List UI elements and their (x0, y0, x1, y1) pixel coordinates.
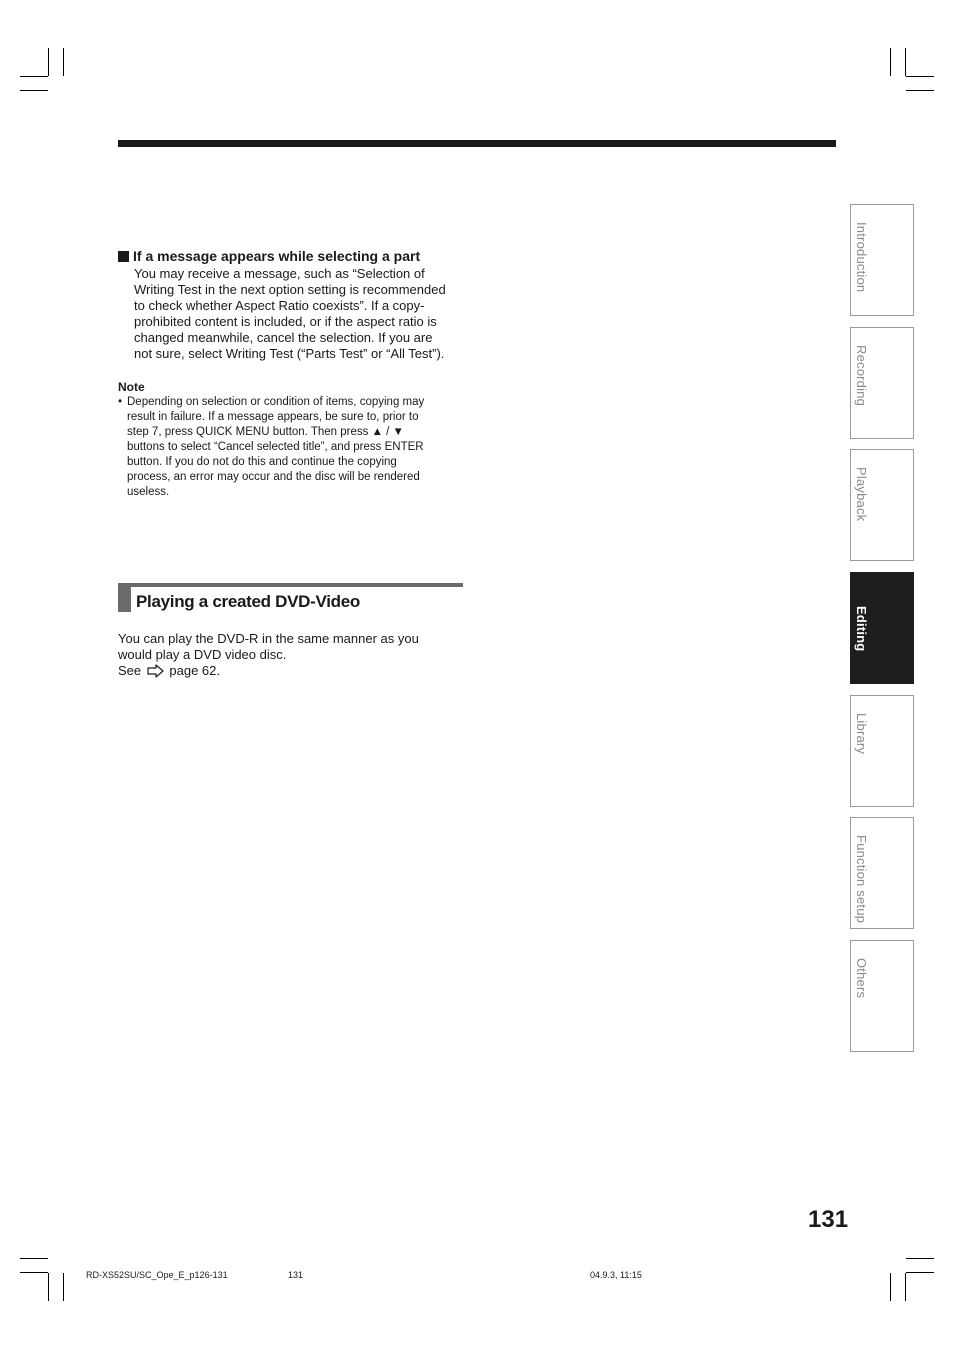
page-reference-arrow-icon (147, 664, 164, 678)
tab-label: Others (854, 958, 869, 999)
body-line: prohibited content is included, or if the aspect ratio is (134, 314, 437, 329)
page-number: 131 (808, 1206, 849, 1233)
crop-mark (48, 48, 49, 76)
crop-mark (890, 48, 891, 76)
note-line: result in failure. If a message appears, be sure to, prior to (127, 411, 419, 423)
crop-mark (20, 90, 48, 91)
crop-mark (906, 1272, 934, 1273)
playing-line: would play a DVD video disc. (118, 647, 287, 662)
crop-mark (890, 1273, 891, 1301)
tab-function-setup[interactable] (850, 817, 914, 929)
crop-mark (63, 1273, 64, 1301)
tab-label: Editing (854, 606, 869, 652)
body-line: Writing Test in the next option setting is recommended (134, 282, 446, 297)
crop-mark (906, 90, 934, 91)
section-rule (118, 583, 463, 587)
note-item (118, 395, 463, 500)
note-line: button. If you do not do this and continue the copying (127, 456, 397, 468)
body-line: changed meanwhile, cancel the selection. If you are (134, 330, 433, 345)
see-page: page 62. (169, 663, 220, 678)
crop-mark (20, 76, 48, 77)
crop-mark (20, 1272, 48, 1273)
bullet: • (118, 396, 123, 408)
note-line: buttons to select “Cancel selected title”, and press ENTER (127, 441, 424, 453)
tab-playback[interactable] (850, 449, 914, 561)
crop-mark (63, 48, 64, 76)
note-line: useless. (127, 486, 170, 498)
playing-body (118, 631, 419, 679)
crop-mark (20, 1258, 48, 1259)
tab-label: Function setup (854, 835, 869, 924)
crop-mark (905, 48, 906, 76)
note-list (118, 395, 463, 500)
crop-mark (905, 1273, 906, 1301)
subsection-heading-text: If a message appears while selecting a part (133, 248, 421, 264)
body-line: You may receive a message, such as “Selection of (134, 266, 425, 281)
playing-line: You can play the DVD-R in the same manner as you (118, 631, 419, 646)
tab-others[interactable] (850, 940, 914, 1052)
note-line: Depending on selection or condition of items, copying may (127, 396, 425, 408)
note-line: step 7, press QUICK MENU button. Then press ▲ / ▼ (127, 426, 404, 438)
tab-label: Library (854, 713, 869, 755)
body-line: to check whether Aspect Ratio coexists”. If a copy- (134, 298, 425, 313)
footer-page: 131 (288, 1270, 304, 1280)
crop-mark (906, 76, 934, 77)
crop-mark (48, 1273, 49, 1301)
see-reference (118, 663, 419, 679)
note-line: process, an error may occur and the disc will be rendered (127, 471, 420, 483)
tab-label: Recording (854, 345, 869, 407)
subsection-heading (118, 248, 420, 264)
footer-file: RD-XS52SU/SC_Ope_E_p126-131 (86, 1270, 228, 1280)
tab-library[interactable] (850, 695, 914, 807)
footer-datetime: 04.9.3, 11:15 (590, 1270, 642, 1280)
see-prefix: See (118, 663, 142, 678)
header-rule (118, 140, 836, 147)
tab-label: Playback (854, 467, 869, 522)
tab-label: Introduction (854, 222, 869, 293)
crop-mark (906, 1258, 934, 1259)
tab-recording[interactable] (850, 327, 914, 439)
body-line: not sure, select Writing Test (“Parts Test” or “All Test”). (134, 346, 445, 361)
square-bullet-icon (118, 251, 129, 262)
section-title: Playing a created DVD-Video (136, 592, 360, 611)
note-label: Note (118, 380, 145, 394)
subsection-body (134, 266, 469, 362)
tab-editing[interactable] (850, 572, 914, 684)
section-marker (118, 587, 131, 612)
tab-introduction[interactable] (850, 204, 914, 316)
